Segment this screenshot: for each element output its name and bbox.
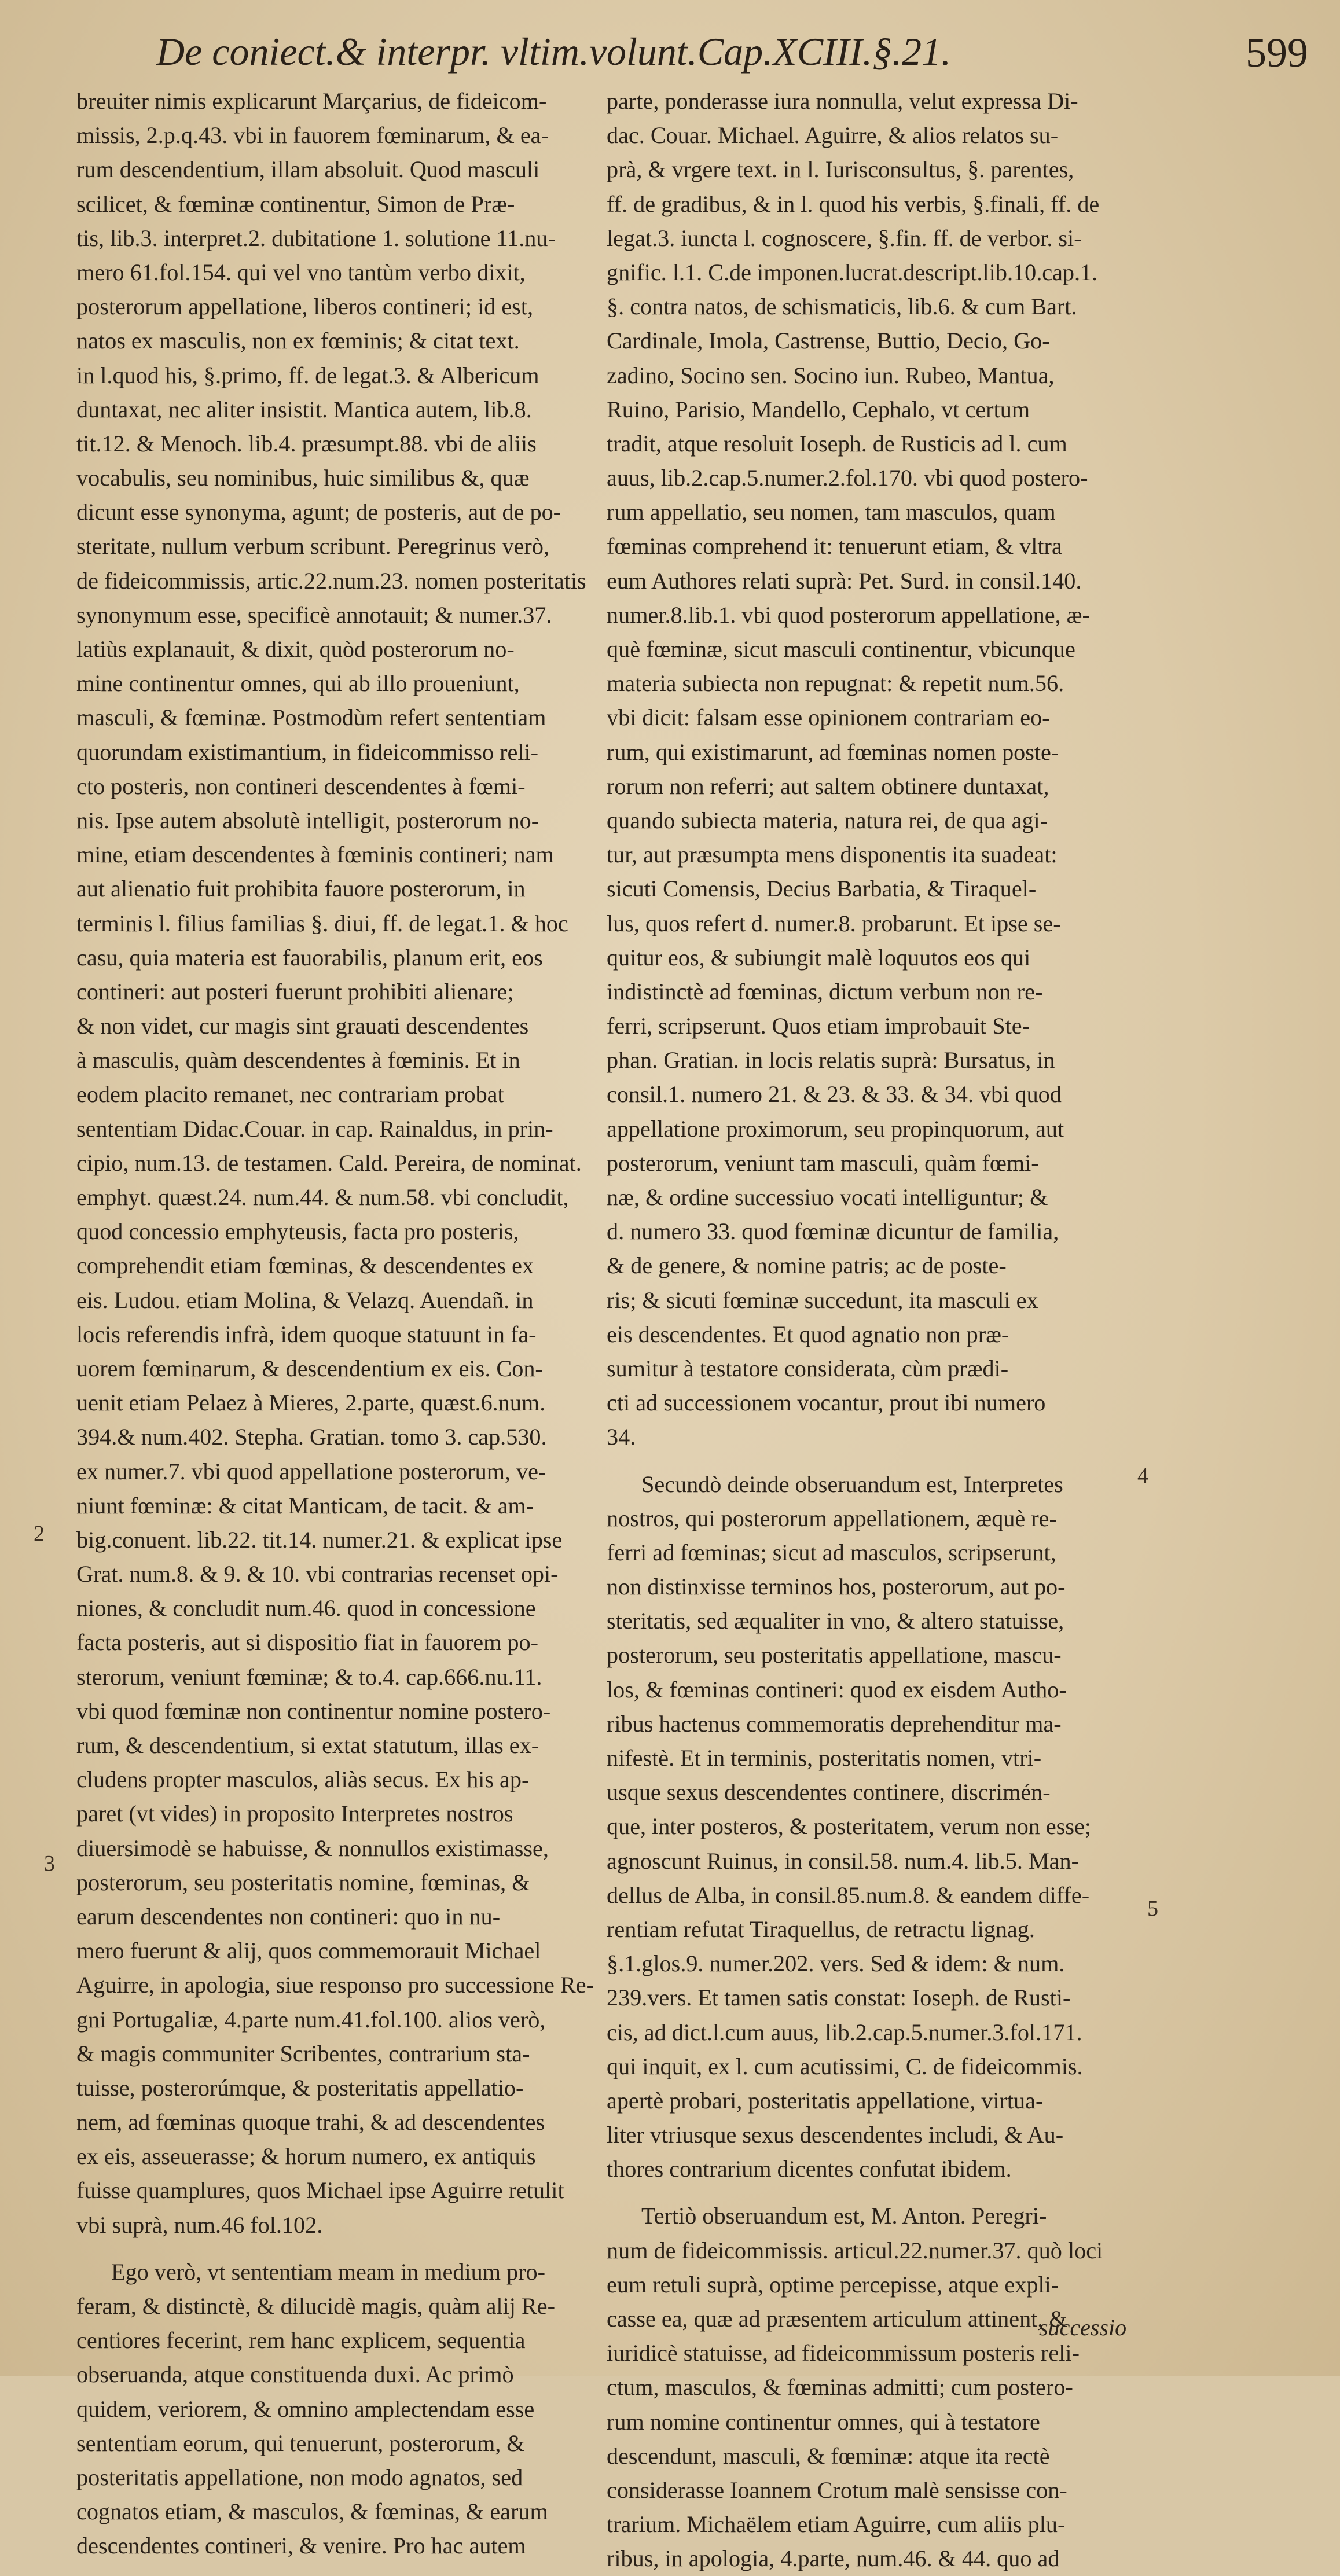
text-line: niunt fœminæ: & citat Manticam, de tacit. & am- bbox=[76, 1492, 534, 1519]
text-line: scilicet, & fœminæ continentur, Simon de Præ- bbox=[76, 190, 515, 217]
text-line: apertè probari, posteritatis appellatione, virtua- bbox=[607, 2087, 1044, 2114]
text-line: & non videt, cur magis sint grauati descendentes bbox=[76, 1013, 529, 1039]
text-line: descendunt, masculi, & fœminæ: atque ita rectè bbox=[607, 2442, 1050, 2469]
text-line: Secundò deinde obseruandum est, Interpretes bbox=[641, 1471, 1063, 1497]
text-line: liter vtriusque sexus descendentes includi, & Au- bbox=[607, 2122, 1064, 2148]
text-line: tit.12. & Menoch. lib.4. præsumpt.88. vbi de aliis bbox=[76, 430, 537, 457]
text-line: posterorum, seu posteritatis appellatione, mascu- bbox=[607, 1642, 1062, 1669]
text-line: prà, & vrgere text. in l. Iurisconsultus, §. parentes, bbox=[607, 156, 1074, 183]
text-line: emphyt. quæst.24. num.44. & num.58. vbi concludit, bbox=[76, 1184, 569, 1210]
text-line: locis referendis infrà, idem quoque statuunt in fa- bbox=[76, 1321, 537, 1347]
text-line: indistinctè ad fœminas, dictum verbum non re- bbox=[607, 978, 1043, 1005]
text-line: num de fideicommissis. articul.22.numer.37. quò loci bbox=[607, 2237, 1103, 2263]
text-line: mine continentur omnes, qui ab illo proueniunt, bbox=[76, 670, 520, 697]
text-line: appellatione proximorum, seu propinquorum, aut bbox=[607, 1115, 1064, 1142]
right-text-column bbox=[607, 84, 1145, 2576]
text-line: posterorum, veniunt tam masculi, quàm fœmi- bbox=[607, 1149, 1039, 1176]
text-line: rum descendentium, illam absoluit. Quod masculi bbox=[76, 156, 540, 183]
margin-note: 3 bbox=[44, 1851, 55, 1876]
text-line: nostros, qui posterorum appellationem, æquè re- bbox=[607, 1505, 1057, 1531]
text-line: §. contra natos, de schismaticis, lib.6. & cum Bart. bbox=[607, 293, 1077, 320]
text-line: dellus de Alba, in consil.85.num.8. & eandem diffe- bbox=[607, 1882, 1090, 1908]
text-line: sterorum, veniunt fœminæ; & to.4. cap.666.nu.11. bbox=[76, 1663, 542, 1690]
text-line: paret (vt vides) in proposito Interpretes nostros bbox=[76, 1800, 513, 1827]
text-line: thores contrarium dicentes confutat ibidem. bbox=[607, 2156, 1012, 2182]
text-line: mero fuerunt & alij, quos commemorauit Michael bbox=[76, 1938, 541, 1964]
text-line: ff. de gradibus, & in l. quod his verbis, §.finali, ff. de bbox=[607, 190, 1100, 217]
text-line: eum retuli suprà, optime percepisse, atque expli- bbox=[607, 2271, 1059, 2298]
text-line: sententiam Didac.Couar. in cap. Rainaldus, in prin- bbox=[76, 1115, 553, 1142]
text-line: eis descendentes. Et quod agnatio non præ- bbox=[607, 1321, 1009, 1347]
text-line: niones, & concludit num.46. quod in concessione bbox=[76, 1595, 536, 1622]
text-line: trarium. Michaëlem etiam Aguirre, cum aliis plu- bbox=[607, 2511, 1066, 2538]
text-line: tuisse, posterorúmque, & posteritatis appellatio- bbox=[76, 2074, 524, 2101]
text-line: casse ea, quæ ad præsentem articulum attinent, & bbox=[607, 2306, 1067, 2332]
text-line: steritate, nullum verbum scribunt. Peregrinus verò, bbox=[76, 533, 549, 560]
text-line: nem, ad fœminas quoque trahi, & ad descendentes bbox=[76, 2109, 545, 2136]
text-line: terminis l. filius familias §. diui, ff. de legat.1. & hoc bbox=[76, 910, 568, 936]
text-line: Tertiò obseruandum est, M. Anton. Peregri- bbox=[641, 2203, 1047, 2229]
text-line: zadino, Socino sen. Socino iun. Rubeo, Mantua, bbox=[607, 362, 1055, 388]
text-line: usque sexus descendentes continere, discrimén- bbox=[607, 1779, 1051, 1806]
text-line: materia subiecta non repugnat: & repetit num.56. bbox=[607, 670, 1064, 697]
text-line: consil.1. numero 21. & 23. & 33. & 34. vbi quod bbox=[607, 1081, 1062, 1108]
text-line: mero 61.fol.154. qui vel vno tantùm verbo dixit, bbox=[76, 259, 526, 285]
text-line: Cardinale, Imola, Castrense, Buttio, Decio, Go- bbox=[607, 328, 1050, 354]
text-line: dac. Couar. Michael. Aguirre, & alios relatos su- bbox=[607, 122, 1059, 149]
text-line: contineri: aut posteri fuerunt prohibiti alienare; bbox=[76, 978, 514, 1005]
text-line: masculi, & fœminæ. Postmodùm refert sententiam bbox=[76, 704, 546, 731]
text-line: ex eis, asseuerasse; & horum numero, ex antiquis bbox=[76, 2143, 536, 2170]
margin-note: 5 bbox=[1147, 1897, 1158, 1921]
text-line: rum appellatio, seu nomen, tam masculos, quam bbox=[607, 499, 1056, 526]
text-line: Ruino, Parisio, Mandello, Cephalo, vt certum bbox=[607, 396, 1030, 422]
text-line: posteritatis appellatione, non modo agnatos, sed bbox=[76, 2464, 523, 2490]
page-number: 599 bbox=[1246, 30, 1308, 76]
text-line: næ, & ordine successiuo vocati intelliguntur; & bbox=[607, 1184, 1048, 1210]
text-line: natos ex masculis, non ex fœminis; & citat text. bbox=[76, 328, 520, 354]
text-line: 239.vers. Et tamen satis constat: Ioseph. de Rusti- bbox=[607, 1985, 1071, 2011]
text-line: & magis communiter Scribentes, contrarium sta- bbox=[76, 2040, 530, 2067]
text-line: ferri ad fœminas; sicut ad masculos, scripserunt, bbox=[607, 1539, 1056, 1566]
text-line: rum, qui existimarunt, ad fœminas nomen poste- bbox=[607, 738, 1059, 765]
text-line: duntaxat, nec aliter insistit. Mantica autem, lib.8. bbox=[76, 396, 532, 422]
left-text-column bbox=[76, 84, 615, 2563]
text-line: in l.quod his, §.primo, ff. de legat.3. & Albericum bbox=[76, 362, 539, 388]
text-line: à masculis, quàm descendentes à fœminis. Et in bbox=[76, 1047, 520, 1074]
text-line: tur, aut præsumpta mens disponentis ita suadeat: bbox=[607, 841, 1058, 868]
text-line: cis, ad dict.l.cum auus, lib.2.cap.5.numer.3.fol.171. bbox=[607, 2019, 1082, 2045]
text-line: comprehendit etiam fœminas, & descendentes ex bbox=[76, 1252, 534, 1279]
text-line: vbi quod fœminæ non continentur nomine postero- bbox=[76, 1697, 551, 1724]
text-line: gni Portugaliæ, 4.parte num.41.fol.100. alios verò, bbox=[76, 2006, 546, 2033]
text-line: cti ad successionem vocantur, prout ibi numero bbox=[607, 1390, 1046, 1416]
text-line: sicuti Comensis, Decius Barbatia, & Tiraquel- bbox=[607, 876, 1037, 902]
running-header bbox=[156, 29, 1308, 84]
text-line: Aguirre, in apologia, siue responso pro successione Re- bbox=[76, 1972, 594, 1998]
text-line: que, inter posteros, & posteritatem, verum non esse; bbox=[607, 1813, 1092, 1840]
margin-note: 4 bbox=[1137, 1464, 1148, 1488]
text-line: facta posteris, aut si dispositio fiat in fauorem po- bbox=[76, 1629, 538, 1656]
text-line: phan. Gratian. in locis relatis suprà: Bursatus, in bbox=[607, 1047, 1055, 1074]
text-line: centiores fecerint, rem hanc explicem, sequentia bbox=[76, 2327, 526, 2354]
text-line: 394.& num.402. Stepha. Gratian. tomo 3. cap.530. bbox=[76, 1424, 547, 1450]
text-line: nifestè. Et in terminis, posteritatis nomen, vtri- bbox=[607, 1745, 1042, 1771]
text-line: iuridicè statuisse, ad fideicommissum posteris reli- bbox=[607, 2340, 1080, 2366]
text-line: steritatis, sed æqualiter in vno, & altero statuisse, bbox=[607, 1608, 1064, 1634]
running-title: De coniect.& interpr. vltim.volunt.Cap.XCIII.§.21. bbox=[156, 30, 951, 74]
text-line: obseruanda, atque constituenda duxi. Ac primò bbox=[76, 2361, 514, 2388]
text-line: de fideicommissis, artic.22.num.23. nomen posteritatis bbox=[76, 567, 586, 594]
text-line: Ego verò, vt sententiam meam in medium pro- bbox=[111, 2258, 545, 2285]
text-line: uorem fœminarum, & descendentium ex eis. Con- bbox=[76, 1355, 543, 1381]
text-line: los, & fœminas contineri: quod ex eisdem Autho- bbox=[607, 1676, 1067, 1703]
text-line: fuisse quamplures, quos Michael ipse Aguirre retulit bbox=[76, 2177, 564, 2204]
text-line: auus, lib.2.cap.5.numer.2.fol.170. vbi quod postero- bbox=[607, 465, 1088, 491]
text-line: rentiam refutat Tiraquellus, de retractu lignag. bbox=[607, 1916, 1035, 1942]
text-line: vbi dicit: falsam esse opinionem contrariam eo- bbox=[607, 704, 1050, 731]
text-line: earum descendentes non contineri: quo in nu- bbox=[76, 1903, 501, 1930]
text-line: ribus hactenus commemoratis deprehenditur ma- bbox=[607, 1710, 1062, 1737]
text-line: tradit, atque resoluit Ioseph. de Rusticis ad l. cum bbox=[607, 430, 1067, 457]
text-line: casu, quia materia est fauorabilis, planum erit, eos bbox=[76, 944, 543, 971]
text-line: gnific. l.1. C.de imponen.lucrat.descript.lib.10.cap.1. bbox=[607, 259, 1098, 285]
text-line: rum nomine continentur omnes, qui à testatore bbox=[607, 2408, 1040, 2435]
text-line: diuersimodè se habuisse, & nonnullos existimasse, bbox=[76, 1835, 549, 1861]
text-line: ferri, scripserunt. Quos etiam improbauit Ste- bbox=[607, 1013, 1030, 1039]
text-line: ris; & sicuti fœminæ succedunt, ita masculi ex bbox=[607, 1287, 1038, 1313]
text-line: cognatos etiam, & masculos, & fœminas, & earum bbox=[76, 2498, 548, 2525]
text-line: quando subiecta materia, natura rei, de qua agi- bbox=[607, 807, 1048, 833]
text-line: aut alienatio fuit prohibita fauore posterorum, in bbox=[76, 876, 526, 902]
text-line: sumitur à testatore considerata, cùm prædi- bbox=[607, 1355, 1009, 1381]
text-line: d. numero 33. quod fœminæ dicuntur de familia, bbox=[607, 1218, 1059, 1245]
text-line: tis, lib.3. interpret.2. dubitatione 1. solutione 11.nu- bbox=[76, 225, 556, 251]
text-line: descendentes contineri, & venire. Pro hac autem bbox=[76, 2533, 526, 2559]
text-line: lus, quos refert d. numer.8. probarunt. Et ipse se- bbox=[607, 910, 1061, 936]
text-line: nis. Ipse autem absolutè intelligit, posterorum no- bbox=[76, 807, 539, 833]
text-line: numer.8.lib.1. vbi quod posterorum appellatione, æ- bbox=[607, 601, 1090, 628]
text-line: missis, 2.p.q.43. vbi in fauorem fœminarum, & ea- bbox=[76, 122, 549, 149]
text-line: rorum non referri; aut saltem obtinere duntaxat, bbox=[607, 773, 1049, 799]
text-line: considerasse Ioannem Crotum malè sensisse con- bbox=[607, 2476, 1067, 2503]
margin-note: 2 bbox=[34, 1522, 45, 1546]
text-line: fœminas comprehend it: tenuerunt etiam, & vltra bbox=[607, 533, 1062, 560]
text-line: vocabulis, seu nominibus, huic similibus &, quæ bbox=[76, 465, 530, 491]
text-line: quidem, veriorem, & omnino amplectendam esse bbox=[76, 2395, 535, 2422]
text-line: quitur eos, & subiungit malè loquutos eos qui bbox=[607, 944, 1031, 971]
text-line: rum, & descendentium, si extat statutum, illas ex- bbox=[76, 1732, 539, 1758]
text-line: 34. bbox=[607, 1424, 636, 1450]
text-line: non distinxisse terminos hos, posterorum, aut po- bbox=[607, 1574, 1066, 1600]
text-line: parte, ponderasse iura nonnulla, velut expressa Di- bbox=[607, 88, 1078, 114]
text-line: breuiter nimis explicarunt Marçarius, de fideicom- bbox=[76, 88, 547, 114]
text-line: quod concessio emphyteusis, facta pro posteris, bbox=[76, 1218, 519, 1245]
text-line: latiùs explanauit, & dixit, quòd posterorum no- bbox=[76, 636, 515, 662]
text-line: eum Authores relati suprà: Pet. Surd. in consil.140. bbox=[607, 567, 1082, 594]
text-line: feram, & distinctè, & dilucidè magis, quàm alij Re- bbox=[76, 2293, 555, 2319]
text-line: big.conuent. lib.22. tit.14. numer.21. & explicat ipse bbox=[76, 1526, 563, 1553]
text-line: cto posteris, non contineri descendentes à fœmi- bbox=[76, 773, 526, 799]
text-line: §.1.glos.9. numer.202. vers. Sed & idem: & num. bbox=[607, 1950, 1065, 1977]
text-line: eodem placito remanet, nec contrariam probat bbox=[76, 1081, 504, 1108]
text-line: & de genere, & nomine patris; ac de poste- bbox=[607, 1252, 1007, 1279]
text-line: ribus, in apologia, 4.parte, num.46. & 44. quo ad bbox=[607, 2545, 1060, 2572]
text-line: posterorum, seu posteritatis nomine, fœminas, & bbox=[76, 1869, 530, 1895]
text-line: cipio, num.13. de testamen. Cald. Pereira, de nominat. bbox=[76, 1149, 582, 1176]
text-line: agnoscunt Ruinus, in consil.58. num.4. lib.5. Man- bbox=[607, 1847, 1079, 1874]
text-line: quorundam existimantium, in fideicommisso reli- bbox=[76, 738, 539, 765]
text-line: vbi suprà, num.46 fol.102. bbox=[76, 2211, 323, 2238]
text-line: dicunt esse synonyma, agunt; de posteris, aut de po- bbox=[76, 499, 561, 526]
text-line: mine, etiam descendentes à fœminis contineri; nam bbox=[76, 841, 554, 868]
text-line: eis. Ludou. etiam Molina, & Velazq. Auendañ. in bbox=[76, 1287, 534, 1313]
text-line: posterorum appellatione, liberos contineri; id est, bbox=[76, 293, 534, 320]
text-line: què fœminæ, sicut masculi continentur, vbicunque bbox=[607, 636, 1075, 662]
text-line: ctum, masculos, & fœminas admitti; cum postero- bbox=[607, 2374, 1073, 2401]
text-line: qui inquit, ex l. cum acutissimi, C. de fideicommis. bbox=[607, 2053, 1083, 2079]
text-line: sententiam eorum, qui tenuerunt, posterorum, & bbox=[76, 2430, 525, 2456]
catchword: successio bbox=[1039, 2314, 1127, 2340]
text-line: ex numer.7. vbi quod appellatione posterorum, ve- bbox=[76, 1458, 546, 1484]
text-line: legat.3. iuncta l. cognoscere, §.fin. ff. de verbor. si- bbox=[607, 225, 1082, 251]
text-line: cludens propter masculos, aliàs secus. Ex his ap- bbox=[76, 1766, 530, 1793]
text-line: Grat. num.8. & 9. & 10. vbi contrarias recenset opi- bbox=[76, 1561, 559, 1588]
text-line: synonymum esse, specificè annotauit; & numer.37. bbox=[76, 601, 552, 628]
text-line: uenit etiam Pelaez à Mieres, 2.parte, quæst.6.num. bbox=[76, 1390, 546, 1416]
